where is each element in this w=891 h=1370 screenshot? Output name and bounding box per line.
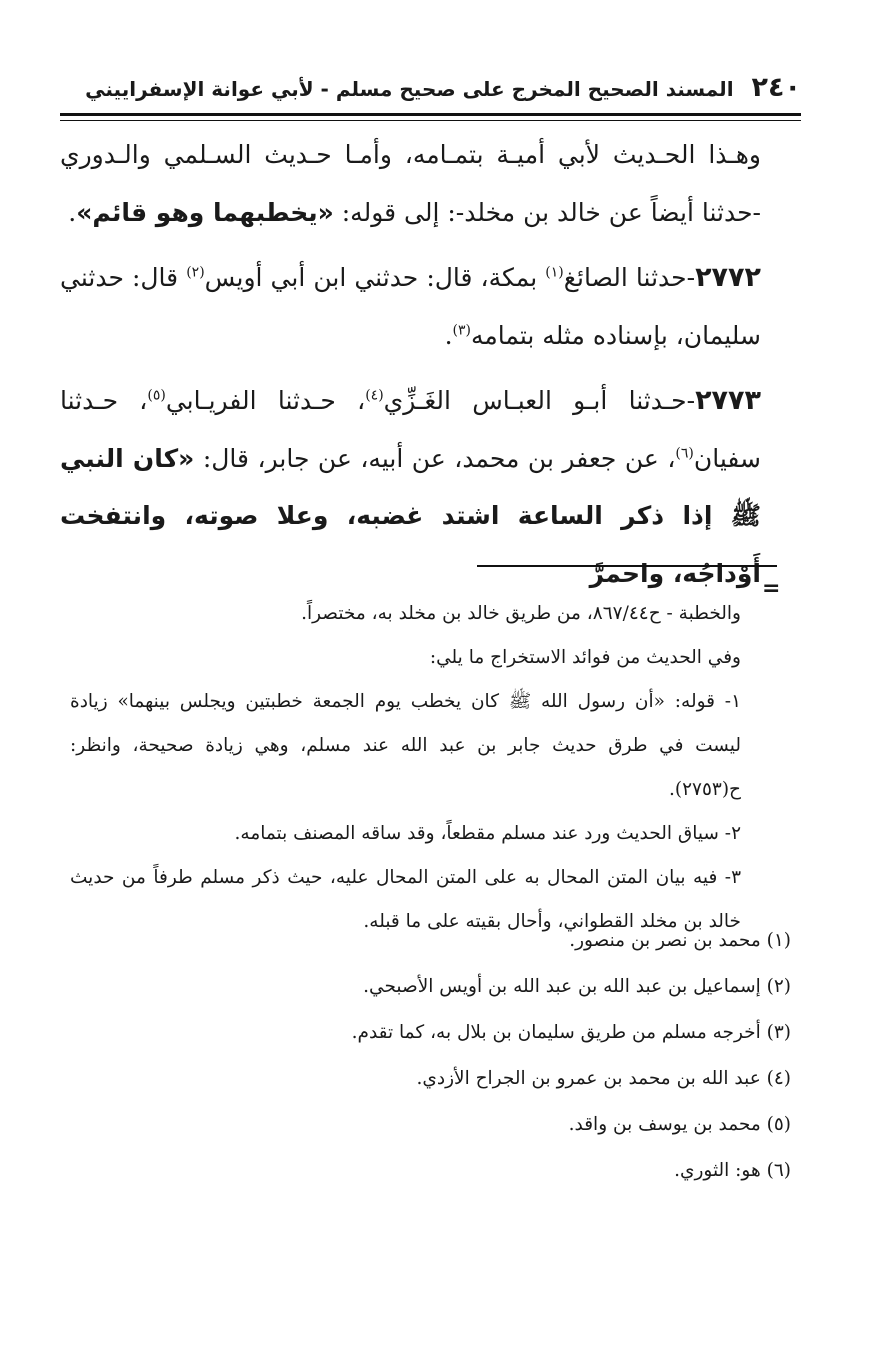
hadith-text: -حـدثنا أبـو العبـاس الغَـزِّي — [383, 386, 696, 415]
footnote-ref: (٢) — [186, 264, 205, 281]
hadith-text: . — [444, 320, 453, 350]
paragraph-intro — [60, 126, 801, 241]
hadith-2772 — [60, 249, 801, 364]
footnote-5: (٥) محمد بن يوسف بن واقد. — [568, 1114, 791, 1135]
note-line: والخطبة - ح٨٦٧/٤٤، من طريق خالد بن مخلد به، مختصراً. — [301, 603, 741, 624]
footnote-separator — [477, 565, 777, 567]
footnote-4: (٤) عبد الله بن محمد بن عمرو بن الجراح الأزدي. — [416, 1068, 791, 1089]
hadith-number: ٢٧٧٣ — [695, 385, 761, 416]
hadith-number: ٢٧٧٢ — [695, 262, 761, 293]
note-item: ٢- سياق الحديث ورد عند مسلم مقطعاً، وقد ساقه المصنف بتمامه. — [234, 823, 741, 844]
footnote-ref: (٣) — [452, 322, 471, 339]
continued-note — [70, 592, 771, 944]
quoted-text: «يخطبهما وهو قائم» — [76, 197, 334, 227]
hadith-text: بمكة، قال: حدثني ابن أبي أويس — [204, 263, 546, 292]
hadith-text: ، حـدثنا الفريـابي — [165, 386, 366, 415]
footnote-2: (٢) إسماعيل بن عبد الله بن عبد الله بن أويس الأصبحي. — [363, 976, 791, 997]
footnote-3: (٣) أخرجه مسلم من طريق سليمان بن بلال به، كما تقدم. — [351, 1022, 791, 1043]
main-text — [60, 126, 801, 610]
footnote-1: (١) محمد بن نصر بن منصور. — [569, 930, 791, 951]
running-title: المسند الصحيح المخرج على صحيح مسلم - لأبي عوانة الإسفراييني — [85, 77, 734, 101]
footnote-ref: (١) — [545, 264, 564, 281]
footnote-ref: (٥) — [147, 387, 166, 404]
footnotes — [70, 918, 791, 1194]
note-item: ٣- فيه بيان المتن المحال به على المتن المحال عليه، حيث ذكر مسلم طرفاً من حديث خالد بن مخلد القطواني، وأحال بقيته على ما قبله. — [70, 867, 741, 932]
hadith-text: ، عن جعفر بن محمد، عن أبيه، عن جابر، قال: — [194, 443, 676, 473]
hadith-2773 — [60, 372, 801, 602]
header-rule — [60, 113, 801, 121]
note-item: ١- قوله: «أن رسول الله ﷺ كان يخطب يوم الجمعة خطبتين ويجلس بينهما» زيادة ليست في طرق حديث جابر بن عبد الله عند مسلم، وهي زيادة صحيحة، وانظر: ح(٢٧٥٣). — [70, 691, 741, 800]
page-header — [60, 72, 801, 112]
footnote-6: (٦) هو: الثوري. — [674, 1160, 791, 1181]
note-line: وفي الحديث من فوائد الاستخراج ما يلي: — [429, 647, 741, 668]
intro-end: . — [68, 197, 77, 227]
intro-text: وهـذا الحـديث لأبي أميـة بتمـامه، وأمـا حـديث السـلمي والـدوري -حدثنا أيضاً عن خالد بن مخلد-: إلى قوله: — [60, 140, 761, 227]
hadith-text: -حدثنا الصائغ — [563, 263, 696, 292]
hadith-text: ، حـدثنا سفيان — [60, 386, 761, 473]
page-number: ٢٤٠ — [751, 72, 801, 103]
hadith-text: قال: حدثني سليمان، بإسناده مثله بتمامه — [60, 263, 761, 350]
quoted-text: «كان النبي ﷺ إذا ذكر الساعة اشتد غضبه، وعلا صوته، وانتفخت أَوْداجُه، واحمرَّ — [60, 443, 761, 588]
footnote-ref: (٤) — [365, 387, 384, 404]
continuation-mark: = — [762, 576, 781, 601]
footnote-ref: (٦) — [675, 445, 694, 462]
